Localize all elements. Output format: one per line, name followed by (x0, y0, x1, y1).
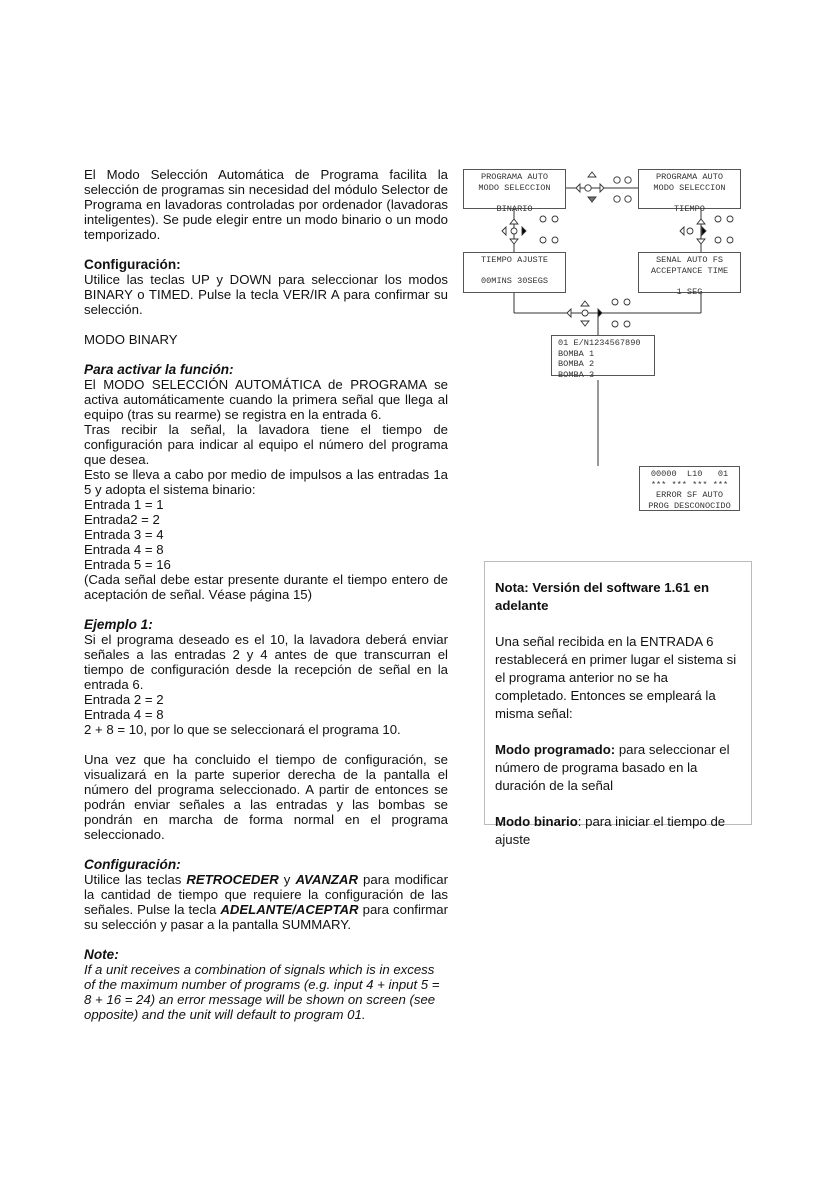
input-line: Entrada 3 = 4 (84, 527, 164, 542)
up-arrow-icon (697, 219, 705, 224)
example-paragraph: Si el programa deseado es el 10, la lavadora deberá enviar señales a las entradas 2 y 4 antes de que transcurran el tiempo de configuración desde la recepción de señal en la entrada 6. (84, 632, 448, 692)
example-line: 2 + 8 = 10, por lo que se seleccionará el programa 10. (84, 722, 401, 737)
note-heading: Note: (84, 947, 119, 962)
indicator-light-icon (625, 177, 631, 183)
example-line: Entrada 2 = 2 (84, 692, 164, 707)
example-line: Entrada 4 = 8 (84, 707, 164, 722)
config2-heading: Configuración: (84, 857, 181, 872)
input-line: Entrada 5 = 16 (84, 557, 171, 572)
indicator-light-icon (612, 321, 618, 327)
intro-paragraph: El Modo Selección Automática de Programa facilita la selección de programas sin necesidad del módulo Selector de Programa en lavadoras controladas por ordenador (lavadoras inteligentes). Se pude elegir entre un modo binario o un modo temporizado. (84, 167, 448, 242)
indicator-light-icon (727, 237, 733, 243)
lcd-auto-binario: PROGRAMA AUTO MODO SELECCION BINARIO (463, 169, 566, 209)
up-arrow-icon (588, 172, 596, 177)
lcd-summary: 01 E/N1234567890 BOMBA 1 BOMBA 2 BOMBA 3 (551, 335, 655, 376)
after-signal-paragraph: Tras recibir la señal, la lavadora tiene el tiempo de configuración para indicar al equipo el número del programa que desea. (84, 422, 448, 467)
indicator-light-icon (715, 237, 721, 243)
lcd-senal-auto: SENAL AUTO FS ACCEPTANCE TIME 1 SEG (638, 252, 741, 293)
key-avanzar: AVANZAR (295, 872, 358, 887)
indicator-light-icon (625, 196, 631, 202)
indicator-light-icon (612, 299, 618, 305)
ok-button-icon (687, 228, 693, 234)
once-paragraph: Una vez que ha concluido el tiempo de configuración, se visualizará en la parte superior derecha de la pantalla el número del programa seleccionado. A partir de entonces se podrán enviar señales a las entradas y las bombas se pondrán en marcha de forma normal en el programa seleccionado. (84, 752, 448, 842)
indicator-light-icon (614, 177, 620, 183)
up-arrow-icon (581, 301, 589, 306)
lcd-auto-tiempo: PROGRAMA AUTO MODO SELECCION TIEMPO (638, 169, 741, 209)
indicator-light-icon (614, 196, 620, 202)
left-arrow-icon (576, 184, 580, 192)
up-arrow-icon (510, 219, 518, 224)
down-arrow-icon (510, 239, 518, 244)
lcd-error: 00000 L10 01 *** *** *** *** ERROR SF AUTO PROG DESCONOCIDO (639, 466, 740, 511)
right-arrow-icon (522, 227, 526, 235)
note-box-paragraph: Una señal recibida en la ENTRADA 6 restablecerá en primer lugar el sistema si el programa anterior no se ha completado. Entonces se empleará la misma señal: (495, 634, 737, 721)
key-adelante-aceptar: ADELANTE/ACEPTAR (220, 902, 359, 917)
indicator-light-icon (540, 216, 546, 222)
note-box-programmed: Modo programado: para seleccionar el número de programa basado en la duración de la señal (495, 742, 730, 793)
config2-paragraph: Utilice las teclas RETROCEDER y AVANZAR para modificar la cantidad de tiempo que requiere la configuración de las señales. Pulse la tecla ADELANTE/ACEPTAR para confirmar su selección y pasar a la pantalla SUMMARY. (84, 872, 448, 932)
input-line: Entrada 4 = 8 (84, 542, 164, 557)
note-box-binary: Modo binario: para iniciar el tiempo de ajuste (495, 814, 726, 847)
ok-button-icon (585, 185, 591, 191)
indicator-light-icon (624, 299, 630, 305)
indicator-light-icon (624, 321, 630, 327)
connector-lines (514, 188, 701, 466)
config-heading: Configuración: (84, 257, 181, 272)
indicator-light-icon (727, 216, 733, 222)
software-note-box (484, 561, 752, 847)
down-arrow-icon (588, 197, 596, 202)
example-heading: Ejemplo 1: (84, 617, 153, 632)
down-arrow-icon (581, 321, 589, 326)
indicator-light-icon (552, 216, 558, 222)
input-line: Entrada 1 = 1 (84, 497, 164, 512)
note-paragraph: If a unit receives a combination of signals which is in excess of the maximum number of programs (e.g. input 4 + input 5 = 8 + 16 = 24) an error message will be shown on screen (see opposite) and the unit will default to program 01. (84, 962, 440, 1022)
left-arrow-icon (502, 227, 506, 235)
right-arrow-icon (702, 227, 706, 235)
left-arrow-icon (680, 227, 684, 235)
ok-button-icon (511, 228, 517, 234)
right-arrow-icon (600, 184, 604, 192)
left-arrow-icon (567, 309, 571, 317)
inputs-note: (Cada señal debe estar presente durante el tiempo entero de aceptación de señal. Véase página 15) (84, 572, 448, 602)
activate-paragraph: El MODO SELECCIÓN AUTOMÁTICA de PROGRAMA se activa automáticamente cuando la primera señal que llega al equipo (tras su rearme) se registra en la entrada 6. (84, 377, 448, 422)
lcd-tiempo-ajuste: TIEMPO AJUSTE 00MINS 30SEGS (463, 252, 566, 293)
config-paragraph: Utilice las teclas UP y DOWN para seleccionar los modos BINARY o TIMED. Pulse la tecla VER/IR A para confirmar su selección. (84, 272, 448, 317)
mode-binary-heading: MODO BINARY (84, 332, 178, 347)
input-line: Entrada2 = 2 (84, 512, 160, 527)
pulses-paragraph: Esto se lleva a cabo por medio de impulsos a las entradas 1a 5 y adopta el sistema binario: (84, 467, 448, 497)
down-arrow-icon (697, 239, 705, 244)
indicator-light-icon (715, 216, 721, 222)
key-retroceder: RETROCEDER (186, 872, 279, 887)
note-box-title: Nota: Versión del software 1.61 en adelante (495, 580, 709, 613)
activate-heading: Para activar la función: (84, 362, 234, 377)
indicator-light-icon (540, 237, 546, 243)
ok-button-icon (582, 310, 588, 316)
right-arrow-icon (598, 309, 602, 317)
indicator-light-icon (552, 237, 558, 243)
